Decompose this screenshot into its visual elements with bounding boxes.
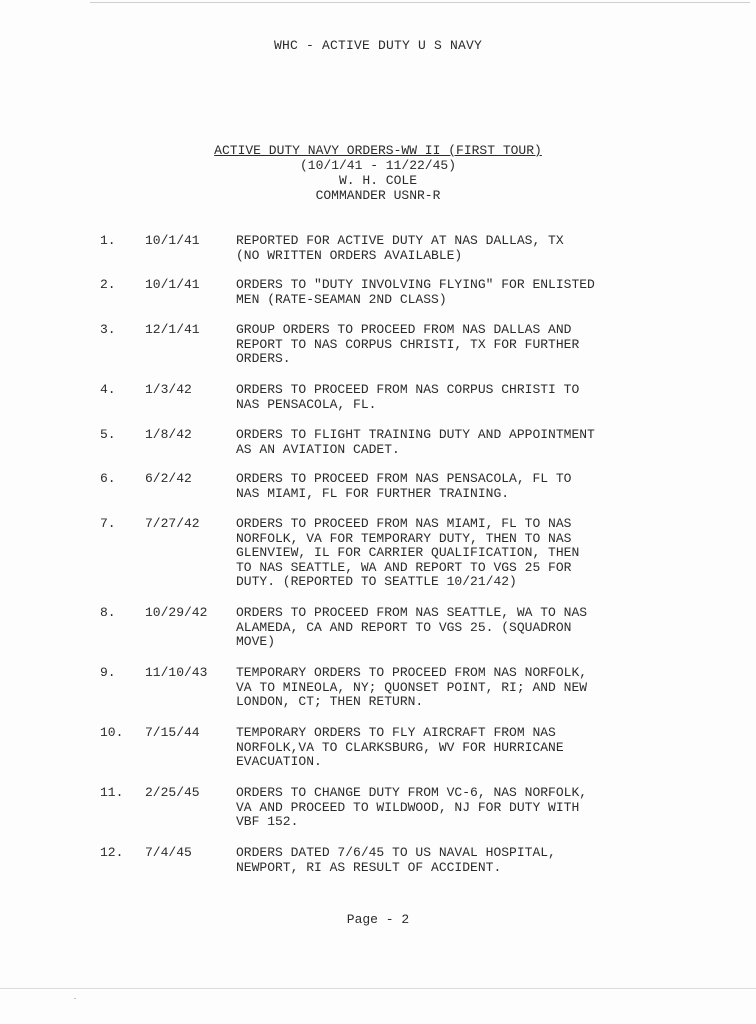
entry-number: 12.: [100, 845, 124, 860]
entry-line: ORDERS DATED 7/6/45 TO US NAVAL HOSPITAL,: [236, 845, 556, 860]
entry-line: NORFOLK, VA FOR TEMPORARY DUTY, THEN TO NAS: [236, 530, 572, 546]
entry-date: 7/27/42: [145, 516, 200, 531]
entry-line: NAS MIAMI, FL FOR FURTHER TRAINING.: [236, 485, 510, 501]
entry-line: NEWPORT, RI AS RESULT OF ACCIDENT.: [236, 859, 502, 875]
officer-rank: COMMANDER USNR-R: [315, 188, 441, 203]
document-header: WHC - ACTIVE DUTY U S NAVY: [273, 38, 483, 53]
entry-date: 10/1/41: [145, 277, 200, 292]
entry-line: ALAMEDA, CA AND REPORT TO VGS 25. (SQUADRON: [236, 619, 572, 635]
entry-number: 6.: [100, 471, 116, 486]
entry-date: 2/25/45: [145, 785, 200, 800]
entry-line: VA TO MINEOLA, NY; QUONSET POINT, RI; AND NEW: [236, 679, 588, 695]
entry-number: 4.: [100, 382, 116, 397]
entry-number: 7.: [100, 516, 116, 531]
entry-line: NORFOLK,VA TO CLARKSBURG, WV FOR HURRICANE: [236, 739, 564, 755]
entry-number: 2.: [100, 277, 116, 292]
entry-text: [236, 786, 706, 830]
entry-line: ORDERS.: [236, 351, 291, 367]
entry-line: DUTY. (REPORTED TO SEATTLE 10/21/42): [236, 574, 517, 590]
entry-line: MEN (RATE-SEAMAN 2ND CLASS): [236, 291, 447, 307]
entry-line: TEMPORARY ORDERS TO FLY AIRCRAFT FROM NAS: [236, 725, 556, 740]
entry-line: ORDERS TO PROCEED FROM NAS PENSACOLA, FL TO: [236, 471, 572, 486]
officer-name: W. H. COLE: [338, 173, 417, 188]
entry-line: ORDERS TO PROCEED FROM NAS CORPUS CHRISTI TO: [236, 382, 580, 397]
entry-text: [236, 323, 706, 367]
entry-line: AS AN AVIATION CADET.: [236, 441, 400, 457]
entry-text: [236, 278, 706, 307]
entry-text: [236, 517, 706, 590]
entry-date: 1/8/42: [145, 427, 192, 442]
entry-text: [236, 606, 706, 650]
scan-edge-top: [90, 2, 750, 3]
entry-line: REPORTED FOR ACTIVE DUTY AT NAS DALLAS, TX: [236, 233, 564, 248]
entry-number: 5.: [100, 427, 116, 442]
entry-text: [236, 383, 706, 412]
entry-date: 6/2/42: [145, 471, 192, 486]
entry-text: [236, 234, 706, 263]
date-range: (10/1/41 - 11/22/45): [299, 158, 457, 173]
page-number: Page - 2: [346, 912, 410, 927]
entry-date: 10/29/42: [145, 605, 208, 620]
entry-line: ORDERS TO "DUTY INVOLVING FLYING" FOR ENLISTED: [236, 277, 595, 292]
entry-line: GROUP ORDERS TO PROCEED FROM NAS DALLAS AND: [236, 322, 572, 337]
entry-line: VA AND PROCEED TO WILDWOOD, NJ FOR DUTY WITH: [236, 799, 580, 815]
entry-text: [236, 726, 706, 770]
entry-line: REPORT TO NAS CORPUS CHRISTI, TX FOR FURTHER: [236, 336, 580, 352]
entry-date: 7/4/45: [145, 845, 192, 860]
scan-edge-bottom: [0, 988, 756, 989]
orders-title: ACTIVE DUTY NAVY ORDERS-WW II (FIRST TOUR): [214, 143, 542, 158]
entry-date: 11/10/43: [145, 665, 208, 680]
title-block: [0, 143, 756, 203]
entry-number: 11.: [100, 785, 124, 800]
entry-line: ORDERS TO PROCEED FROM NAS SEATTLE, WA TO NAS: [236, 605, 588, 620]
entry-text: [236, 666, 706, 710]
entry-line: (NO WRITTEN ORDERS AVAILABLE): [236, 247, 463, 263]
entry-line: EVACUATION.: [236, 754, 322, 770]
entry-line: GLENVIEW, IL FOR CARRIER QUALIFICATION, THEN: [236, 545, 580, 561]
scan-speck: [74, 998, 76, 999]
entry-line: ORDERS TO CHANGE DUTY FROM VC-6, NAS NORFOLK,: [236, 785, 588, 800]
entry-number: 10.: [100, 725, 124, 740]
entry-number: 9.: [100, 665, 116, 680]
entry-number: 3.: [100, 322, 116, 337]
entry-date: 7/15/44: [145, 725, 200, 740]
entry-text: [236, 846, 706, 875]
entry-line: MOVE): [236, 634, 276, 650]
entry-date: 12/1/41: [145, 322, 200, 337]
entry-number: 1.: [100, 233, 116, 248]
entry-line: TEMPORARY ORDERS TO PROCEED FROM NAS NORFOLK,: [236, 665, 588, 680]
entry-date: 1/3/42: [145, 382, 192, 397]
entry-line: ORDERS TO PROCEED FROM NAS MIAMI, FL TO NAS: [236, 516, 572, 531]
entry-text: [236, 472, 706, 501]
entry-line: NAS PENSACOLA, FL.: [236, 396, 377, 412]
entry-line: LONDON, CT; THEN RETURN.: [236, 694, 424, 710]
entry-text: [236, 428, 706, 457]
entry-date: 10/1/41: [145, 233, 200, 248]
entry-line: VBF 152.: [236, 814, 299, 830]
entry-line: ORDERS TO FLIGHT TRAINING DUTY AND APPOINTMENT: [236, 427, 595, 442]
entry-line: TO NAS SEATTLE, WA AND REPORT TO VGS 25 FOR: [236, 559, 572, 575]
entry-number: 8.: [100, 605, 116, 620]
